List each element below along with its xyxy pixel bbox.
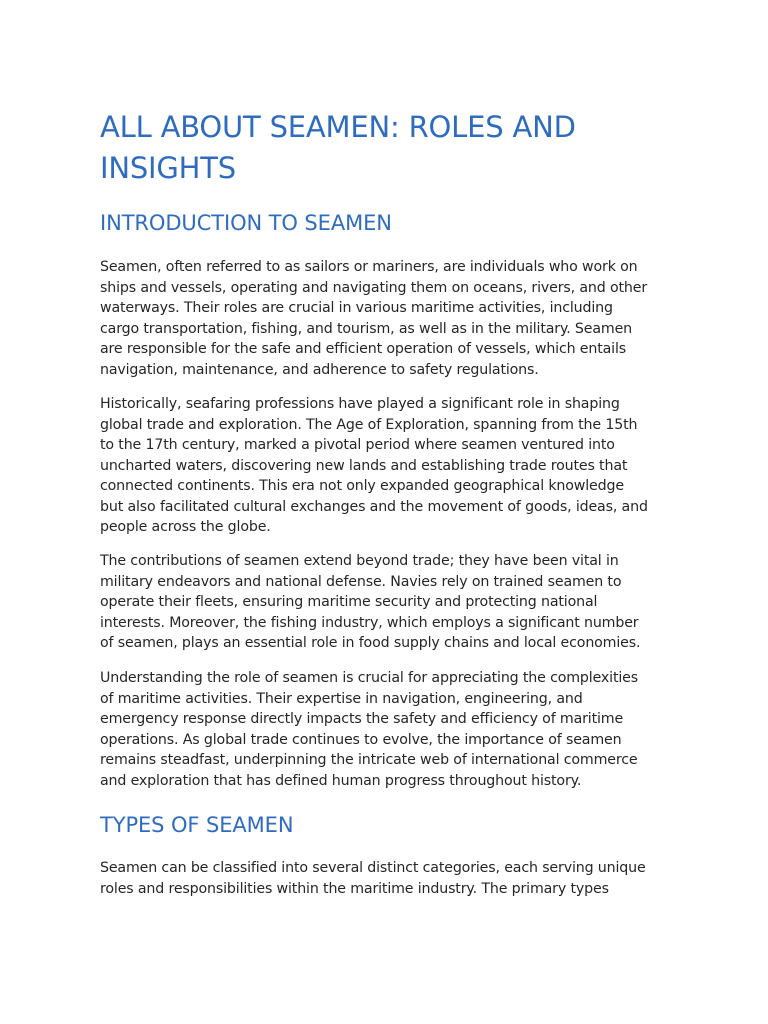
- text-line: are responsible for the safe and efficient operation of vessels, which entails: [100, 341, 627, 357]
- paragraph: [100, 668, 678, 791]
- text-line: global trade and exploration. The Age of Exploration, spanning from the 15th: [100, 416, 638, 433]
- text-line: Seamen can be classified into several distinct categories, each serving unique: [100, 860, 646, 876]
- title-line: INSIGHTS: [100, 151, 237, 185]
- text-line: military endeavors and national defense. Navies rely on trained seamen to: [100, 573, 622, 590]
- text-line: to the 17th century, marked a pivotal period where seamen ventured into: [100, 437, 615, 453]
- text-line: but also facilitated cultural exchanges and the movement of goods, ideas, and: [100, 498, 648, 515]
- text-line: Understanding the role of seamen is crucial for appreciating the complexities: [100, 670, 638, 686]
- section-heading-types: TYPES OF SEAMEN: [100, 813, 294, 837]
- text-line: uncharted waters, discovering new lands and establishing trade routes that: [100, 457, 628, 474]
- text-line: operations. As global trade continues to evolve, the importance of seamen: [100, 731, 622, 748]
- text-line: roles and responsibilities within the maritime industry. The primary types: [100, 880, 609, 897]
- text-line: navigation, maintenance, and adherence to safety regulations.: [100, 361, 539, 378]
- section-heading-introduction: INTRODUCTION TO SEAMEN: [100, 211, 392, 235]
- text-line: of seamen, plays an essential role in food supply chains and local economies.: [100, 635, 641, 651]
- paragraph: [100, 257, 678, 380]
- text-line: connected continents. This era not only expanded geographical knowledge: [100, 478, 624, 494]
- text-line: Seamen, often referred to as sailors or mariners, are individuals who work on: [100, 259, 638, 275]
- text-line: waterways. Their roles are crucial in various maritime activities, including: [100, 300, 613, 316]
- title-line: ALL ABOUT SEAMEN: ROLES AND: [100, 110, 576, 144]
- paragraph: [100, 858, 678, 899]
- document-page: [100, 0, 675, 1024]
- text-line: and exploration that has defined human progress throughout history.: [100, 772, 582, 789]
- text-line: The contributions of seamen extend beyond trade; they have been vital in: [100, 553, 619, 569]
- text-line: interests. Moreover, the fishing industry, which employs a significant number: [100, 614, 639, 631]
- text-line: cargo transportation, fishing, and tourism, as well as in the military. Seamen: [100, 320, 632, 337]
- text-line: Historically, seafaring professions have played a significant role in shaping: [100, 396, 620, 412]
- text-line: remains steadfast, underpinning the intricate web of international commerce: [100, 752, 638, 768]
- text-line: of maritime activities. Their expertise in navigation, engineering, and: [100, 690, 583, 707]
- text-line: operate their fleets, ensuring maritime security and protecting national: [100, 594, 598, 610]
- document-title: [100, 107, 675, 189]
- paragraph: [100, 394, 678, 538]
- text-line: ships and vessels, operating and navigating them on oceans, rivers, and other: [100, 279, 648, 296]
- text-line: people across the globe.: [100, 519, 271, 535]
- paragraph: [100, 551, 678, 654]
- text-line: emergency response directly impacts the safety and efficiency of maritime: [100, 711, 624, 727]
